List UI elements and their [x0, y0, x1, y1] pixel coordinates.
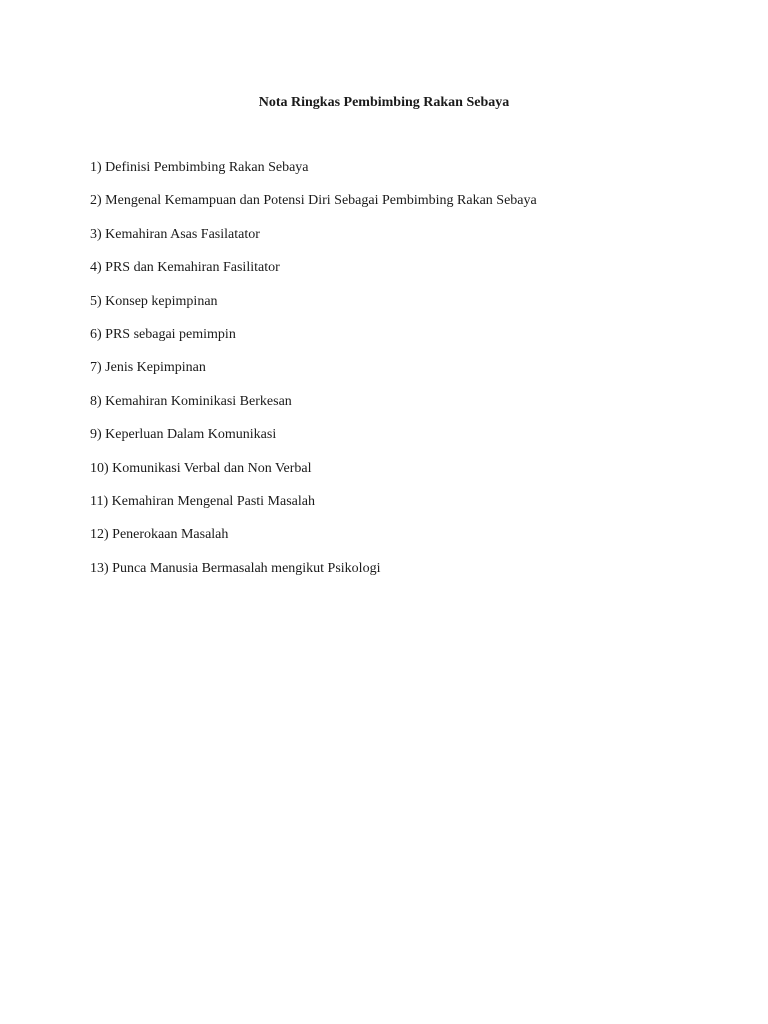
- topic-list: [90, 159, 730, 593]
- list-item: 6) PRS sebagai pemimpin: [90, 326, 236, 342]
- list-item: 5) Konsep kepimpinan: [90, 293, 218, 309]
- list-item: 13) Punca Manusia Bermasalah mengikut Psikologi: [90, 560, 381, 576]
- list-item: 2) Mengenal Kemampuan dan Potensi Diri Sebagai Pembimbing Rakan Sebaya: [90, 193, 537, 209]
- list-item: 3) Kemahiran Asas Fasilatator: [90, 226, 260, 242]
- list-item: 12) Penerokaan Masalah: [90, 527, 229, 543]
- list-item: 1) Definisi Pembimbing Rakan Sebaya: [90, 160, 309, 175]
- document-title: Nota Ringkas Pembimbing Rakan Sebaya: [258, 95, 510, 110]
- list-item: 4) PRS dan Kemahiran Fasilitator: [90, 260, 280, 276]
- list-item: 7) Jenis Kepimpinan: [90, 360, 206, 376]
- list-item: 11) Kemahiran Mengenal Pasti Masalah: [90, 493, 315, 509]
- list-item: 8) Kemahiran Kominikasi Berkesan: [90, 393, 292, 409]
- list-item: 10) Komunikasi Verbal dan Non Verbal: [90, 460, 312, 476]
- list-item: 9) Keperluan Dalam Komunikasi: [90, 427, 277, 443]
